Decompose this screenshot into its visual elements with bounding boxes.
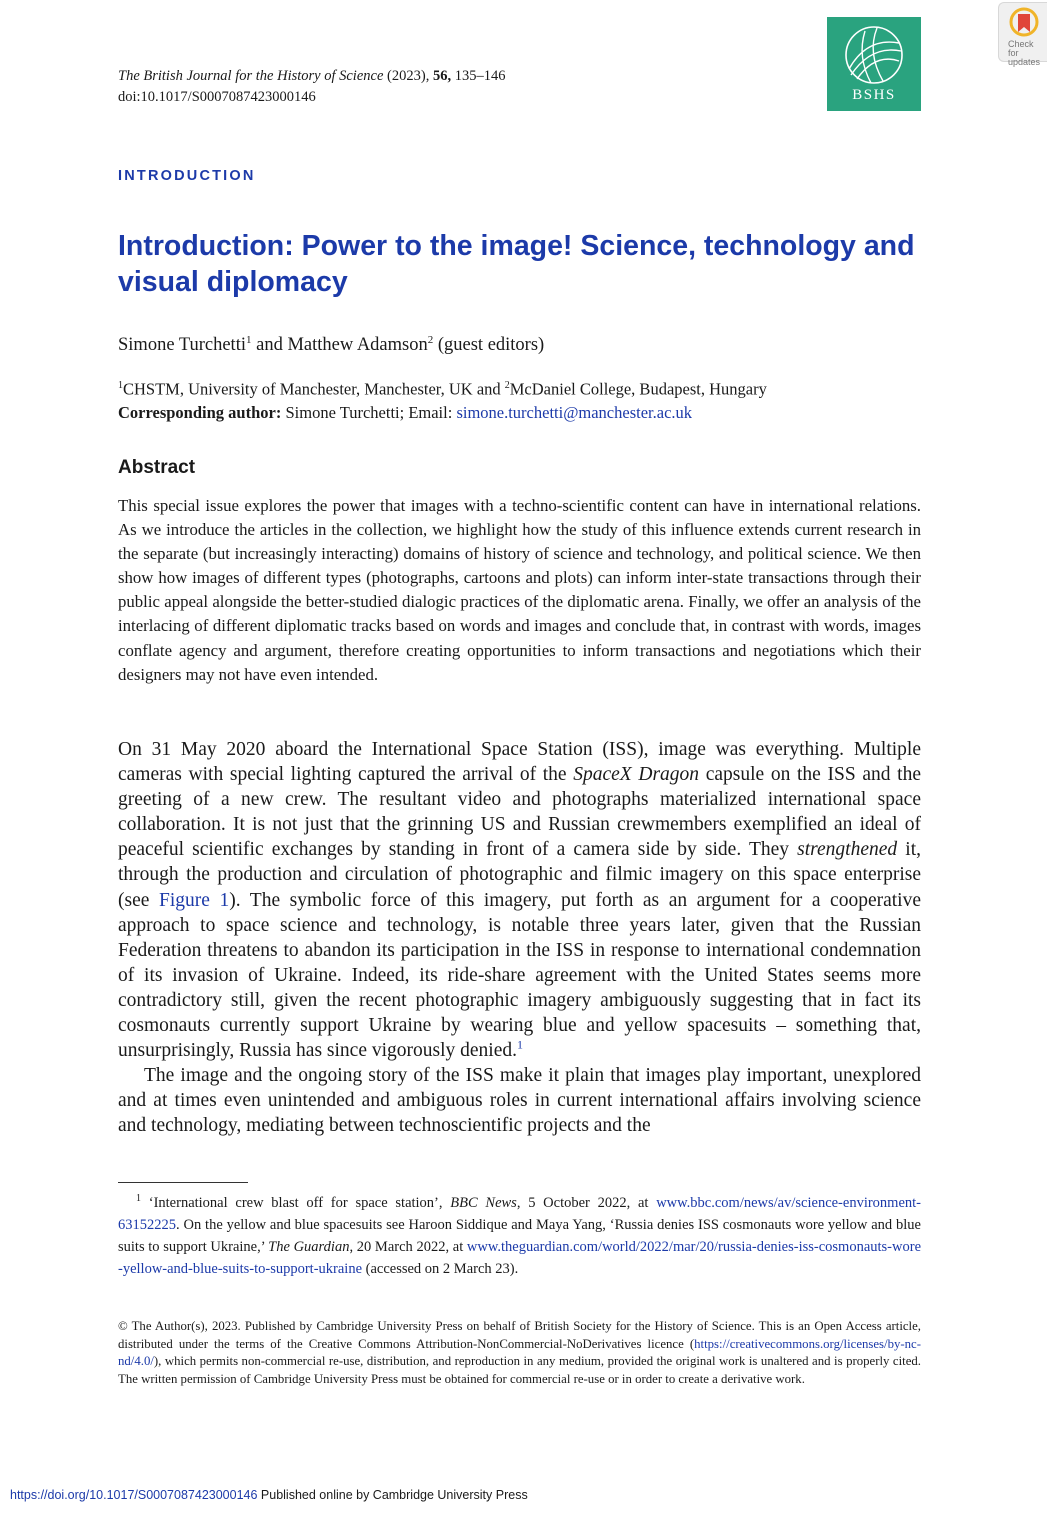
affiliation-text: CHSTM, University of Manchester, Manchester, UK and — [123, 379, 505, 399]
footnote-link[interactable]: www.bbc.com/news/av/science-environment-63152225 — [118, 1194, 922, 1233]
text-run: , 5 October 2022, at — [516, 1194, 657, 1211]
text-run: capsule on the ISS and the greeting of a new crew. The resultant video and photographs materialized international space collaboration. It is not just that the grinning US and Russian crewmembers exemplified an ideal of peaceful scientific exchanges by standing in front of a camera side by side. They — [118, 764, 921, 861]
journal-volume: 56, — [432, 68, 452, 84]
bookmark-icon — [1009, 7, 1039, 37]
body-text — [118, 737, 921, 1139]
author-role: (guest editors) — [433, 335, 545, 356]
italic-text: BBC News — [450, 1194, 517, 1211]
page-footer — [10, 1488, 528, 1502]
doi-link[interactable]: https://doi.org/10.1017/S0007087423000146 — [10, 1488, 258, 1502]
email-link[interactable]: simone.turchetti@manchester.ac.uk — [456, 402, 693, 422]
text-run: (accessed on 2 March 23). — [362, 1260, 519, 1277]
paragraph: The image and the ongoing story of the ISS make it plain that images play important, unexplored and at times even unintended and ambiguous roles in current international affairs involving science and technology, mediating between technoscientific projects and the — [118, 1065, 921, 1137]
journal-pages: 135–146 — [454, 68, 506, 84]
section-label: INTRODUCTION — [118, 168, 256, 184]
journal-citation — [118, 66, 505, 108]
author-name: Simone Turchetti — [118, 335, 246, 356]
copyright-notice — [118, 1318, 921, 1388]
check-for-updates-badge[interactable] — [998, 2, 1047, 67]
journal-year: (2023), — [387, 68, 430, 84]
text-run: it, through the production and circulation of photographic and filmic imagery on this space enterprise (see — [118, 839, 922, 911]
affil-mark: 2 — [504, 380, 510, 391]
badge-label: Check for updates — [1008, 39, 1041, 67]
text-run: ‘International crew blast off for space station’, — [141, 1194, 451, 1211]
italic-text: strengthened — [797, 839, 898, 861]
text-run: . On the yellow and blue spacesuits see Haroon Siddique and Maya Yang, ‘Russia denies ISS cosmonauts wore yellow and blue suits to support Ukraine,’ — [118, 1216, 921, 1255]
author-affil-mark: 2 — [427, 334, 434, 346]
affiliations — [118, 374, 767, 424]
text-run: © The Author(s), 2023. Published by Cambridge University Press on behalf of British Society for the History of Science. This is an Open Access article, distributed under the terms of the Creative Commons Attribution-NonCommercial-NoDerivatives licence ( — [118, 1319, 921, 1351]
italic-text: SpaceX Dragon — [573, 764, 700, 786]
logo-text: BSHS — [852, 87, 896, 103]
journal-doi: doi:10.1017/S0007087423000146 — [118, 89, 316, 105]
paragraph — [118, 737, 921, 1063]
abstract-heading: Abstract — [118, 457, 196, 478]
affiliation-text: McDaniel College, Budapest, Hungary — [509, 379, 767, 399]
footnote-link[interactable]: www.theguardian.com/world/2022/mar/20/russia-denies-iss-cosmonauts-wore-yellow-and-blue-suits-to-support-ukraine — [118, 1238, 922, 1277]
abstract-text: This special issue explores the power that images with a techno-scientific content can have in international relations. As we introduce the articles in the collection, we highlight how the study of this influence extends current research in the separate (but increasingly interacting) domains of history of science and technology, and political science. We then show how images of different types (photographs, cartoons and plots) can inform inter-state transactions through their public appeal alongside the better-studied dialogic practices of the diplomatic arena. Finally, we offer an analysis of the interlacing of different diplomatic tracks based on words and images and conclude that, in contrast with words, images conflate agency and argument, therefore creating opportunities to inform transactions and negotiations which their designers may not have even intended. — [118, 496, 921, 684]
footer-text: Published online by Cambridge University Press — [257, 1488, 528, 1502]
article-title: Introduction: Power to the image! Science, technology and visual diplomacy — [118, 230, 915, 298]
italic-text: The Guardian — [268, 1238, 350, 1255]
footnote-number: 1 — [136, 1193, 141, 1204]
text-run: ). The symbolic force of this imagery, put forth as an argument for a cooperative approach to space science and technology, is notable three years later, given that the Russian Federation threatens to abandon its participation in the ISS in response to international condemnation of its invasion of Ukraine. Indeed, its ride-share agreement with the United States seems more contradictory still, given the recent photographic imagery ambiguously suggesting that in fact its cosmonauts currently support Ukraine by wearing blue and yellow spacesuits – something that, unsurprisingly, Russia has since vigorously denied. — [118, 889, 921, 1062]
text-run: On 31 May 2020 aboard the International Space Station (ISS), image was everything. Multiple cameras with special lighting captured the arrival of the — [118, 739, 921, 786]
affil-mark: 1 — [118, 380, 123, 391]
footnote-divider — [118, 1182, 248, 1183]
footnote-ref-link[interactable]: 1 — [517, 1037, 523, 1052]
corresponding-text: Simone Turchetti; Email: — [281, 402, 457, 422]
text-run: , 20 March 2022, at — [349, 1238, 467, 1255]
author-affil-mark: 1 — [245, 334, 252, 346]
license-link[interactable]: https://creativecommons.org/licenses/by-nc-nd/4.0/ — [118, 1336, 921, 1369]
author-line — [118, 334, 544, 356]
bshs-logo — [827, 17, 921, 111]
footnote — [118, 1188, 921, 1280]
author-joiner: and — [251, 335, 288, 356]
text-run: ), which permits non-commercial re-use, distribution, and reproduction in any medium, provided the original work is unaltered and is properly cited. The written permission of Cambridge University Press must be obtained for commercial re-use or in order to create a derivative work. — [118, 1354, 921, 1386]
corresponding-label: Corresponding author: — [118, 402, 282, 422]
author-name: Matthew Adamson — [287, 335, 428, 356]
figure-link[interactable]: Figure 1 — [158, 889, 230, 911]
journal-name: The British Journal for the History of Science — [118, 68, 384, 84]
